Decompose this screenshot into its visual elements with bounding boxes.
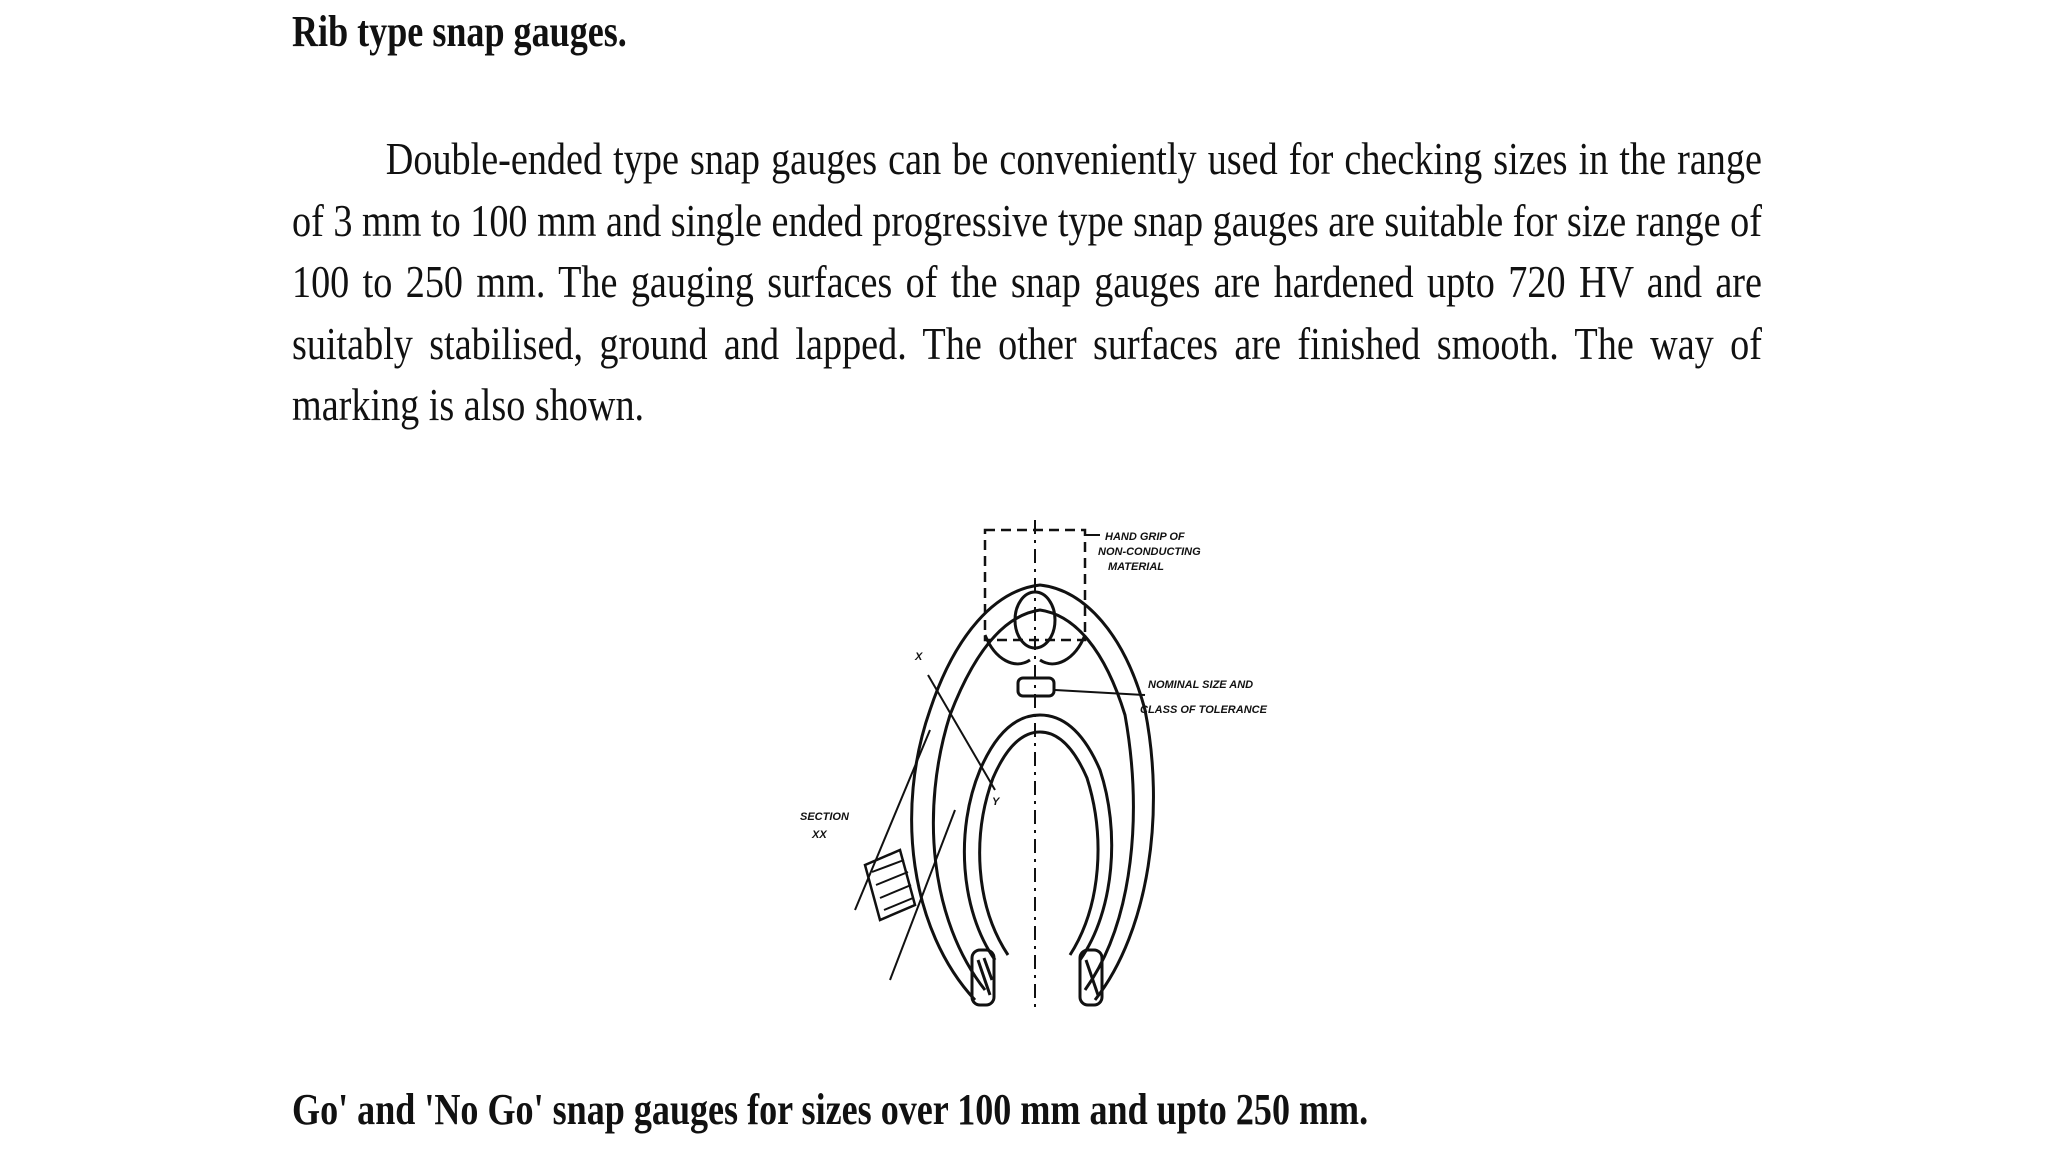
hand-grip-label-line3: MATERIAL [1108, 561, 1165, 573]
gauge-outer-frame-inner-edge [933, 610, 1133, 990]
gauge-inner-opening [964, 715, 1111, 960]
body-paragraph-text: Double-ended type snap gauges can be conveniently used for checking sizes in the range of 3 mm to 100 mm and single ended progressive type snap gauges are suitable for size range of 100 to 250 mm. The gauging surfaces of the snap gauges are hardened upto 720 HV and are suitably stabilised, ground and lapped. The other surfaces are finished smooth. The way of marking is also shown. [292, 133, 1762, 430]
gauge-inner-opening-edge [980, 732, 1098, 955]
section-xx-hatch [865, 850, 915, 920]
nominal-size-label-line2: CLASS OF TOLERANCE [1140, 704, 1267, 716]
figure-caption: Go' and 'No Go' snap gauges for sizes over 100 mm and upto 250 mm. [292, 1085, 1369, 1134]
section-x-label: X [915, 651, 923, 663]
hand-grip-label-line1: HAND GRIP OF [1105, 531, 1185, 543]
section-heading: Rib type snap gauges. [292, 7, 627, 56]
hand-grip-label-line2: NON-CONDUCTING [1098, 546, 1201, 558]
snap-gauge-figure [780, 510, 1280, 1020]
nominal-size-label-line1: NOMINAL SIZE AND [1148, 679, 1254, 691]
section-label-line1: SECTION [800, 811, 849, 823]
section-y-label: Y [992, 796, 1000, 808]
nominal-size-leader [1055, 690, 1145, 695]
section-line-2 [890, 810, 955, 980]
no-go-anvil-detail [1086, 960, 1098, 995]
section-label-line2: XX [812, 829, 827, 841]
snap-gauge-drawing [780, 510, 1280, 1020]
body-paragraph [292, 128, 1762, 436]
